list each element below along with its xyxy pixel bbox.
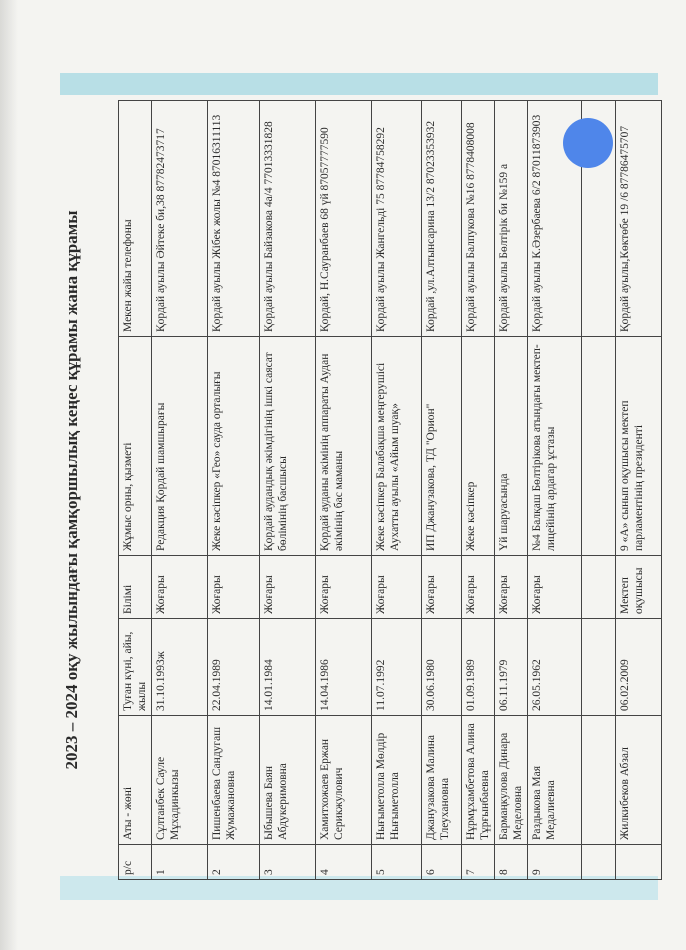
table-row [462,101,495,880]
cell-num: 6 [422,845,462,880]
table-header-row [119,101,152,880]
page-shadow [0,0,18,950]
cell-education: Жоғары [495,556,528,619]
cell-name: Ыбышева Баян Абдукеримовна [260,716,316,845]
cell-name: Бармаңкулова Динара Меделовна [495,716,528,845]
cell-work: Редакция Қордай шамшырағы [152,337,208,556]
header-birth: Туған күні, айы, жылы [119,619,152,716]
header-education: Білімі [119,556,152,619]
cell-education: Жоғары [462,556,495,619]
table-row [316,101,372,880]
cell-name [582,716,616,845]
cell-name: Нұрмұхамбетова Алина Тұрғынбаевна [462,716,495,845]
cell-work: №4 Балқаш Бөлтірікова атындағы мектеп-лицейінің ардагар ұстазы [528,337,582,556]
cell-num: 3 [260,845,316,880]
cell-address: Қордай ауылы Балпукова №16 8778408008 [462,101,495,337]
table-row [582,101,616,880]
cell-birth: 01.09.1989 [462,619,495,716]
cell-education [582,556,616,619]
cell-birth [582,619,616,716]
cell-name: Нығыметолла Мөлдір Нығыметолла [372,716,422,845]
cell-education: Жоғары [316,556,372,619]
table-row [528,101,582,880]
cell-education: Жоғары [260,556,316,619]
cell-num: 1 [152,845,208,880]
cell-name: Пишенбаева Сандугаш Жумажановна [208,716,260,845]
cell-work [582,337,616,556]
cell-num: 7 [462,845,495,880]
cell-birth: 14.04.1986 [316,619,372,716]
cell-birth: 06.11.1979 [495,619,528,716]
cell-num [582,845,616,880]
cell-work: Қордай аудандық әкімдігінің ішкі саясат бөлімінің басшысы [260,337,316,556]
cell-address: Қордай ауылы Жангельді 75 87784758292 [372,101,422,337]
cell-birth: 22.04.1989 [208,619,260,716]
table-row [208,101,260,880]
cell-education: Жоғары [528,556,582,619]
cell-num: 9 [528,845,582,880]
table-row [495,101,528,880]
cell-work: Қордай ауданы әкімінің аппараты Аудан әкімінің бас маманы [316,337,372,556]
cell-address: Қордай ауылы Жібек жолы №4 87016311113 [208,101,260,337]
cell-name: Жилкибеков Абзал [616,716,662,845]
cell-name: Джанузакова Малина Тлеухановна [422,716,462,845]
header-num: р/с [119,845,152,880]
cell-work: Жеке кәсіпкер [462,337,495,556]
cell-work: Үй шаруасында [495,337,528,556]
cell-address: Кордай ,ул.Алтынсарина 13/2 87023353932 [422,101,462,337]
cell-num: 4 [316,845,372,880]
cell-birth: 30.06.1980 [422,619,462,716]
cell-name: Сұлтанбек Сауле Мұхадинкызы [152,716,208,845]
table-row [422,101,462,880]
cell-num [616,845,662,880]
table-row [260,101,316,880]
floating-action-button[interactable] [563,118,613,168]
header-name: Аты - жөні [119,716,152,845]
cell-birth: 11.07.1992 [372,619,422,716]
cell-work: Жеке кәсіпкер «Гео» сауда орталығы [208,337,260,556]
rotated-document [60,100,660,880]
cell-birth: 31.10.1993ж [152,619,208,716]
cell-education: Жоғары [152,556,208,619]
cell-education: Мектеп оқушысы [616,556,662,619]
cell-birth: 06.02.2009 [616,619,662,716]
document-title: 2023 – 2024 оқу жылындағы қамқоршылық кеңес құрамы жана құрамы [62,210,81,770]
cell-birth: 14.01.1984 [260,619,316,716]
cell-education: Жоғары [208,556,260,619]
table-row [616,101,662,880]
scan-highlight-top [60,73,658,95]
cell-address: Қордай ауылы Әйтеке би,38 87782473717 [152,101,208,337]
cell-address: Қордай ауылы Бөлтірік би №159 а [495,101,528,337]
cell-birth: 26.05.1962 [528,619,582,716]
table-row [152,101,208,880]
cell-num: 5 [372,845,422,880]
cell-address: Қордай ауылы,Көктөбе 19 /6 87786475707 [616,101,662,337]
cell-name: Хамитхожаев Ержан Серикжулович [316,716,372,845]
cell-education: Жоғары [372,556,422,619]
header-address: Мекен жайы телефоны [119,101,152,337]
cell-name: Раздыкова Мая Медалиевна [528,716,582,845]
table-row [372,101,422,880]
cell-address: Қордай ауылы Байзакова 4а/4 77013331828 [260,101,316,337]
cell-address: Қордай, Н.Сауранбаев 68 үй 87057777590 [316,101,372,337]
cell-num: 8 [495,845,528,880]
council-table [118,100,662,880]
header-work: Жұмыс орны, қызметі [119,337,152,556]
cell-num: 2 [208,845,260,880]
cell-address: Қордай ауылы К.Әзербаева 6/2 87011873903 [528,101,582,337]
cell-work: 9 «А» сынып оқушысы мектеп парламентінің президенті [616,337,662,556]
cell-work: Жеке кәсіпкер Балабақша меңгерушісі Аухатты ауылы «Айым шуақ» [372,337,422,556]
cell-work: ИП Джанузакова, ТД "Орион" [422,337,462,556]
cell-education: Жоғары [422,556,462,619]
